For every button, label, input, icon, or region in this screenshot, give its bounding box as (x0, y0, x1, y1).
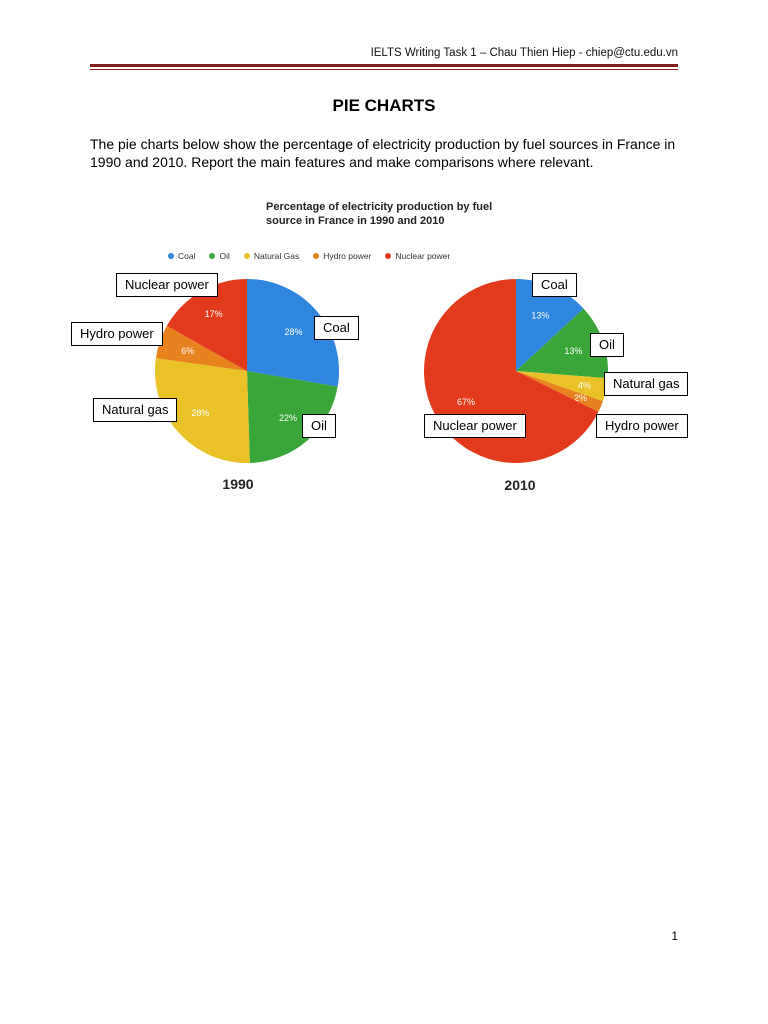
callout-1990-nuclear-power: Nuclear power (116, 273, 218, 297)
pie-label-2010-natural-gas: 4% (577, 380, 591, 391)
pie-label-1990-natural-gas: 28% (191, 407, 210, 418)
legend-dot-natural-gas-icon (244, 253, 250, 259)
pie-label-1990-oil: 22% (279, 413, 298, 424)
chart-legend (168, 251, 450, 261)
pie-label-2010-nuclear-power: 67% (456, 397, 475, 408)
callout-1990-hydro-power: Hydro power (71, 322, 163, 346)
legend-label-oil: Oil (219, 251, 230, 261)
legend-label-coal: Coal (178, 251, 196, 261)
legend-dot-nuclear-power-icon (385, 253, 391, 259)
page-title: PIE CHARTS (332, 96, 436, 115)
callout-2010-oil: Oil (590, 333, 624, 357)
legend-dot-oil-icon (209, 253, 215, 259)
page-number: 1 (671, 929, 678, 943)
header-rule-thick (90, 64, 678, 67)
figure-title-line1: Percentage of electricity production by fuel (266, 201, 493, 213)
pie-label-2010-coal: 13% (531, 310, 550, 321)
figure-title (266, 200, 526, 228)
pie-label-2010-hydro-power: 2% (573, 393, 587, 404)
callout-1990-natural-gas: Natural gas (93, 398, 177, 422)
legend-label-natural-gas: Natural Gas (253, 251, 300, 261)
legend-dot-coal-icon (168, 253, 174, 259)
callout-2010-natural-gas: Natural gas (604, 372, 688, 396)
callout-1990-coal: Coal (314, 316, 359, 340)
legend-item-coal (168, 251, 195, 261)
legend-label-hydro-power: Hydro power (323, 251, 372, 261)
pie-year-2010: 2010 (504, 477, 536, 493)
legend-item-hydro-power (313, 251, 371, 261)
figure-title-line2: source in France in 1990 and 2010 (266, 215, 445, 227)
pie-label-1990-coal: 28% (284, 326, 303, 337)
legend-item-oil (209, 251, 229, 261)
callout-2010-hydro-power: Hydro power (596, 414, 688, 438)
header-rule-thin (90, 69, 678, 70)
legend-label-nuclear-power: Nuclear power (395, 251, 451, 261)
legend-item-natural-gas (244, 251, 299, 261)
pie-label-2010-oil: 13% (564, 346, 583, 357)
pie-chart-2010 (418, 272, 618, 472)
pie-label-1990-hydro-power: 6% (181, 345, 195, 356)
task-prompt: The pie charts below show the percentage of electricity production by fuel sources in France in 1990 and 2010. Report the main features and make comparisons where relevant. (90, 136, 676, 170)
callout-2010-nuclear-power: Nuclear power (424, 414, 526, 438)
pie-chart-1990 (150, 272, 350, 472)
legend-item-nuclear-power (385, 251, 450, 261)
pie-year-1990: 1990 (222, 476, 254, 492)
callout-1990-oil: Oil (302, 414, 336, 438)
callout-2010-coal: Coal (532, 273, 577, 297)
header-text: IELTS Writing Task 1 – Chau Thien Hiep - chiep@ctu.edu.vn (370, 47, 678, 59)
pie-label-1990-nuclear-power: 17% (204, 308, 223, 319)
legend-dot-hydro-power-icon (313, 253, 319, 259)
